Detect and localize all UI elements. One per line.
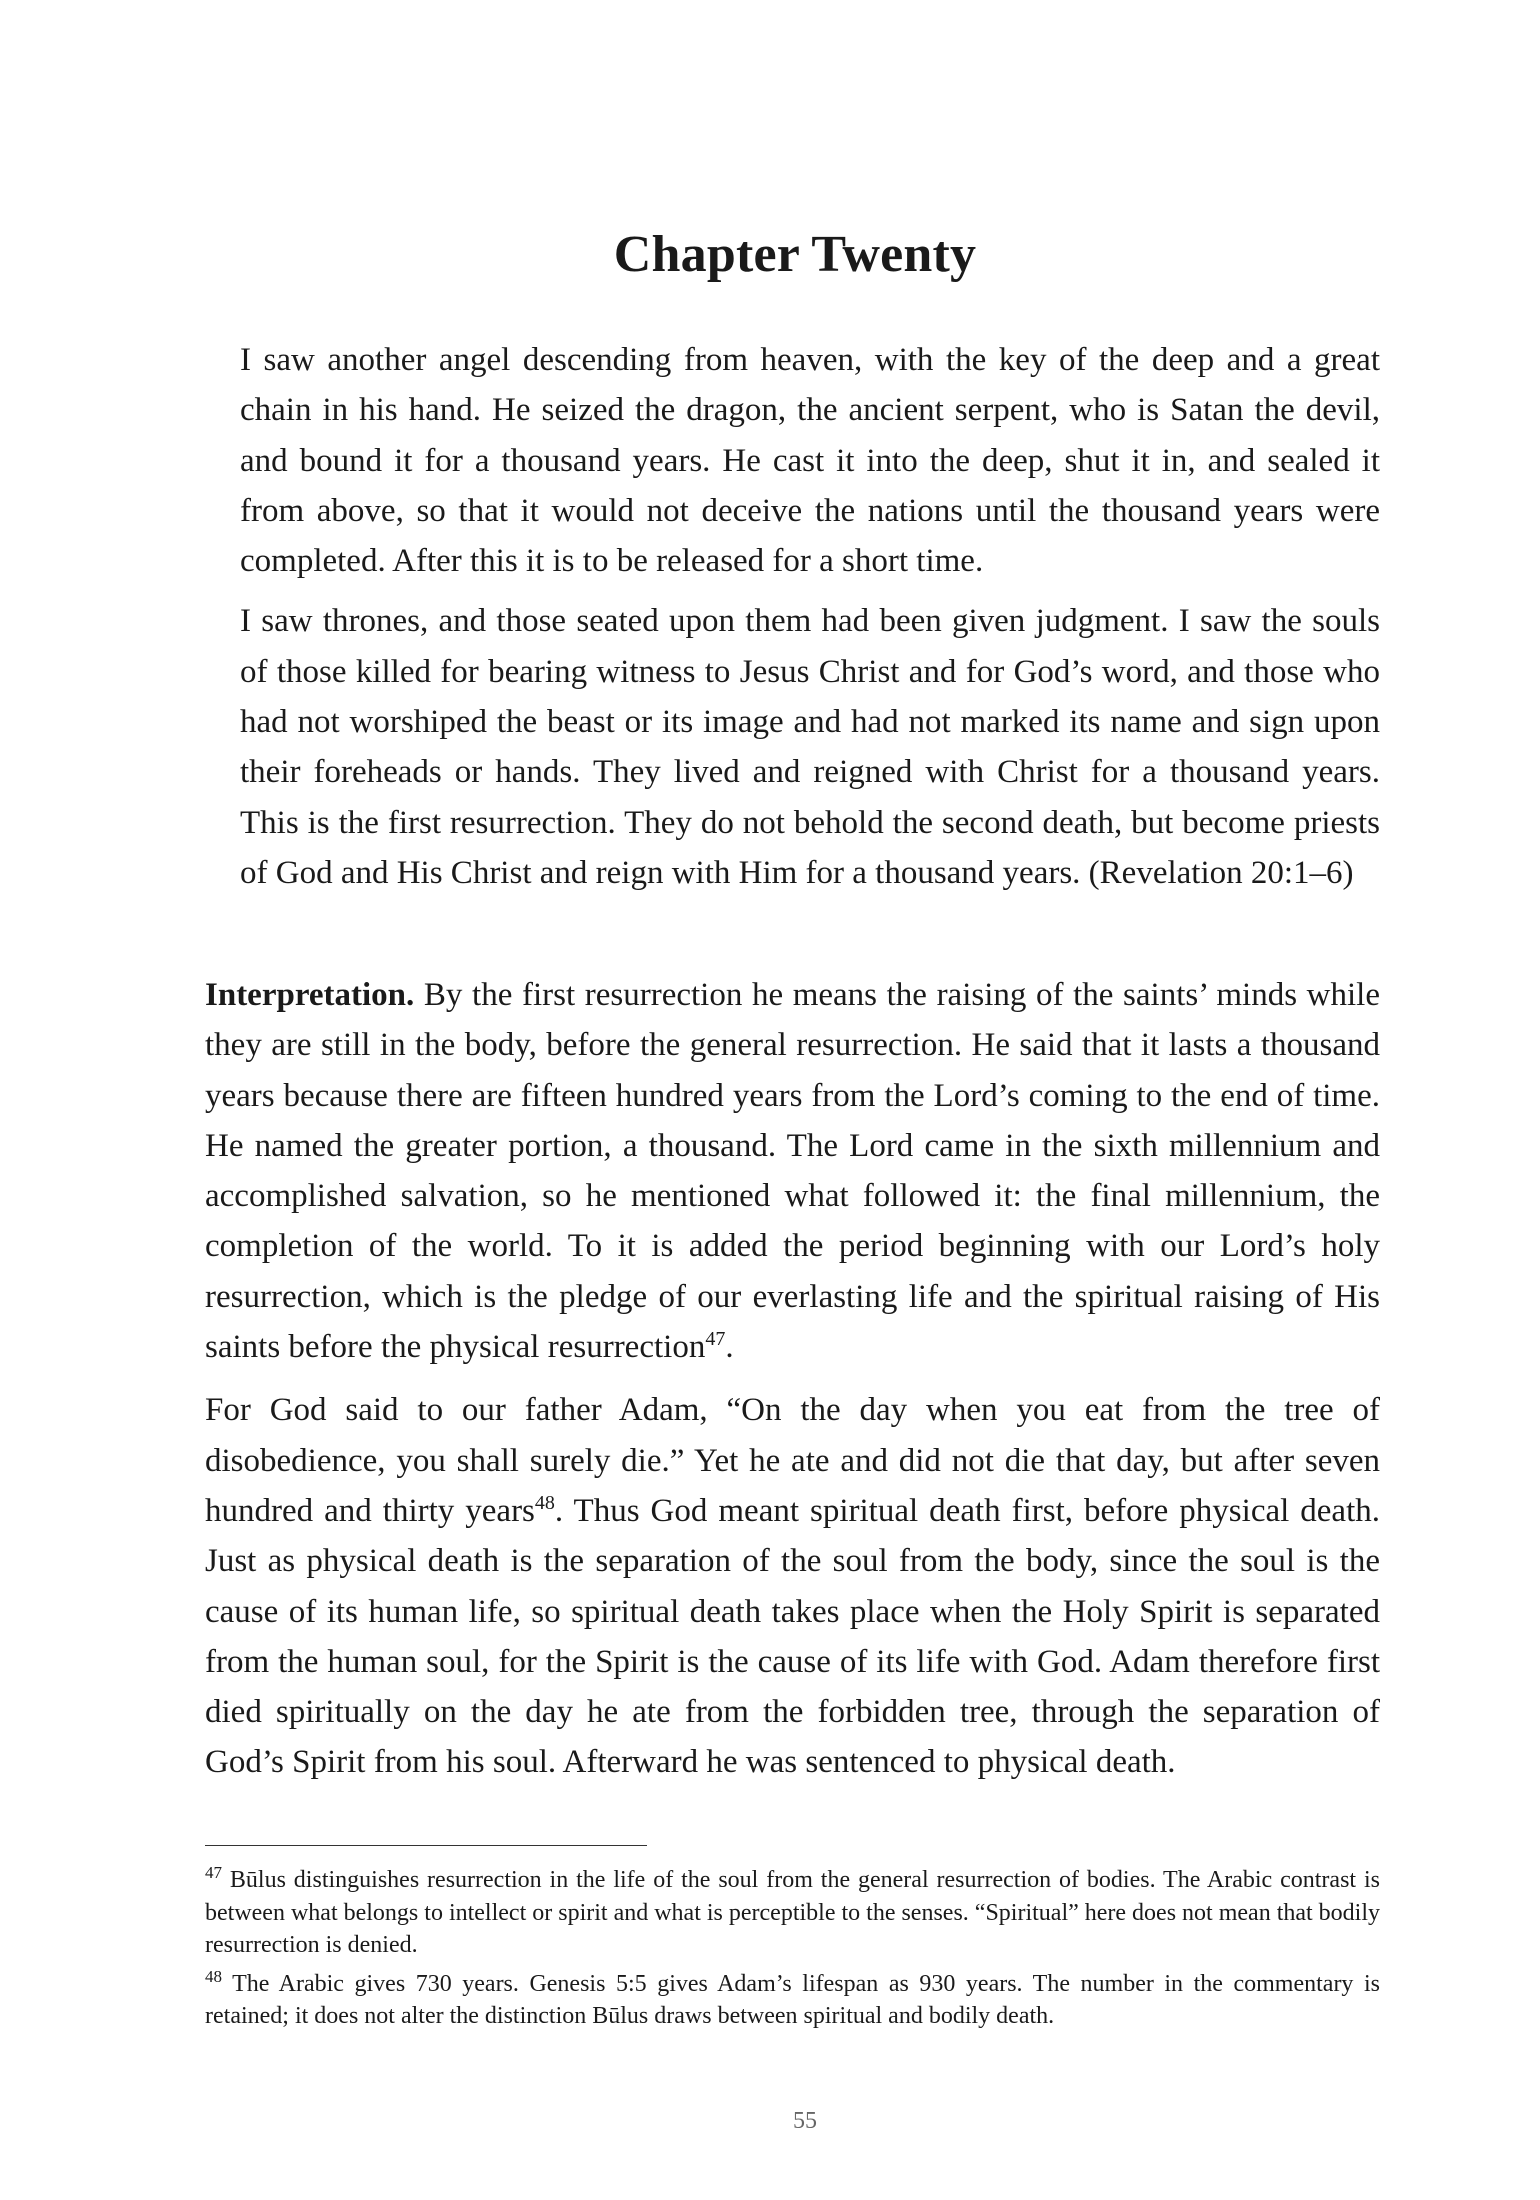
interpretation-lead: Interpretation. [205,977,415,1013]
footnote-number: 48 [205,1966,222,1986]
chapter-title: Chapter Twenty [613,226,977,283]
quote-paragraph: I saw another angel descending from heaven, with the key of the deep and a great chain in his hand. He seized the dragon, the ancient serpent, who is Satan the devil, and bound it for a thousand years. He cast it into the deep, shut it in, and sealed it from above, so that it would not deceive the nations until the thousand years were completed. After this it is to be released for a short time. [240,342,1380,580]
scripture-quote [240,335,1380,908]
quote-paragraph: I saw thrones, and those seated upon them had been given judgment. I saw the souls of those killed for bearing witness to Jesus Christ and for God’s word, and those who had not worshiped the beast or its image and had not marked its name and sign upon their foreheads or hands. They lived and reigned with Christ for a thousand years. This is the first resurrection. They do not behold the second death, but become priests of God and His Christ and reign with Him for a thousand years. (Revelation 20:1–6) [240,603,1380,891]
footnotes [205,1864,1380,2039]
footnote-text: Būlus distinguishes resurrection in the life of the soul from the general resurrection of bodies. The Arabic contrast is between what belongs to intellect or spirit and what is perceptible to the senses. “Spiritual” here does not mean that bodily resurrection is denied. [205,1867,1381,1958]
interpretation-text: By the first resurrection he means the raising of the saints’ minds while they are still in the body, before the general resurrection. He said that it lasts a thousand years because there are fifteen hundred years from the Lord’s coming to the end of time. He named the greater portion, a thousand. The Lord came in the sixth millennium and accomplished salvation, so he mentioned what followed it: the final millennium, the completion of the world. To it is added the period beginning with our Lord’s holy resurrection, which is the pledge of our everlasting life and the spiritual raising of His saints before the physical resurrection [205,977,1380,1366]
adam-text-after: . Thus God meant spiritual death first, before physical death. Just as physical death is the separation of the soul from the body, since the soul is the cause of its human life, so spiritual death takes place when the Holy Spirit is separated from the human soul, for the Spirit is the cause of its life with God. Adam therefore first died spiritually on the day he ate from the forbidden tree, through the separation of God’s Spirit from his soul. Afterward he was sentenced to physical death. [205,1492,1380,1781]
footnote-reference: 48 [534,1491,555,1514]
footnote-text: The Arabic gives 730 years. Genesis 5:5 gives Adam’s lifespan as 930 years. The number in the commentary is retained; it does not alter the distinction Būlus draws between spiritual and bodily death. [205,1970,1380,2029]
page-number: 55 [793,2108,817,2134]
footnote-divider [205,1845,647,1846]
interpretation-paragraph [205,970,1380,1372]
footnote [205,1968,1380,2033]
interpretation-end: . [725,1329,734,1366]
footnote-number: 47 [205,1863,222,1882]
commentary-body [205,970,1380,1801]
footnote-reference: 47 [705,1328,726,1351]
adam-text-before: For God said to our father Adam, “On the day when you eat from the tree of disobedience, you shall surely die.” Yet he ate and did not die that day, but after seven hundred and thirty years [205,1392,1380,1529]
adam-paragraph [205,1385,1380,1787]
footnote [205,1864,1380,1962]
